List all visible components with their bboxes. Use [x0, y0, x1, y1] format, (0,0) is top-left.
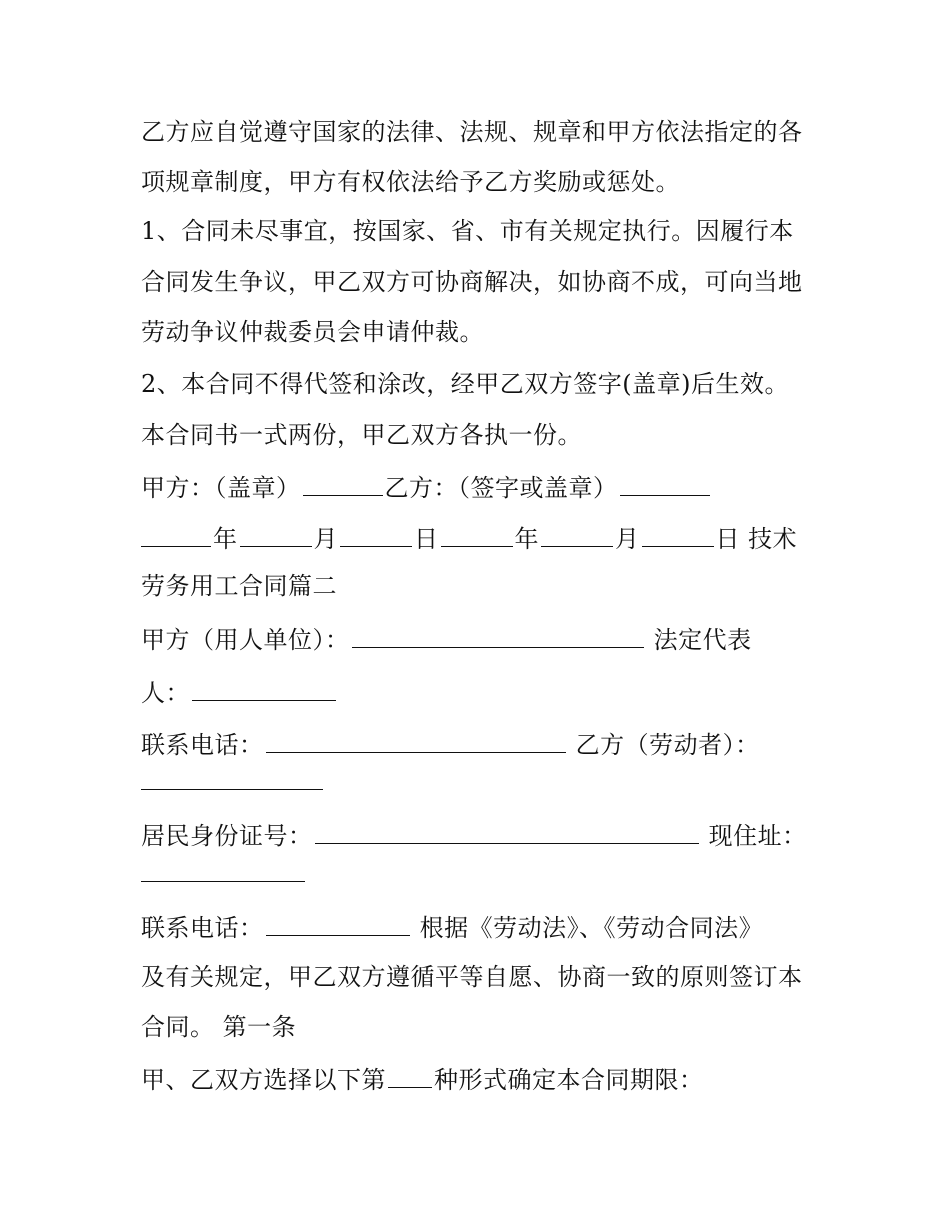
legal-rep-line — [141, 676, 338, 708]
year-blank — [141, 522, 211, 547]
address-label: 现住址： — [708, 822, 807, 850]
month-blank — [240, 522, 312, 547]
year-blank — [441, 522, 513, 547]
text-line: 项规章制度，甲方有权依法给予乙方奖励或惩处。 — [141, 168, 680, 196]
address-blank — [141, 857, 305, 882]
month-label: 月 — [313, 525, 338, 553]
term-after: 种形式确定本合同期限： — [434, 1066, 704, 1094]
id-line — [141, 819, 807, 851]
legal-rep-label-end: 人： — [141, 679, 190, 707]
month-blank — [541, 522, 613, 547]
term-blank — [388, 1063, 432, 1088]
day-blank — [340, 522, 412, 547]
employer-line — [141, 623, 752, 655]
employer-blank — [352, 623, 644, 648]
signature-line — [141, 471, 712, 503]
day-blank — [642, 522, 714, 547]
date-line-tail: 技术 — [748, 525, 798, 553]
law-reference: 根据《劳动法》、《劳动合同法》 — [419, 914, 764, 942]
party-b-sign-label: 乙方：（签字或盖章） — [384, 474, 618, 502]
party-b-sign-blank — [620, 471, 710, 496]
month-label: 月 — [615, 525, 640, 553]
text-line: 本合同书一式两份，甲乙双方各执一份。 — [141, 421, 582, 449]
section-title: 劳务用工合同篇二 — [141, 572, 337, 600]
term-line — [141, 1063, 704, 1095]
text-line: 及有关规定，甲乙双方遵循平等自愿、协商一致的原则签订本 — [141, 963, 803, 991]
text-line: 劳动争议仲裁委员会申请仲裁。 — [141, 318, 484, 346]
phone-line-2 — [141, 911, 763, 943]
legal-rep-label: 法定代表 — [653, 626, 752, 654]
employer-label: 甲方（用人单位）： — [141, 626, 350, 654]
text-line: 乙方应自觉遵守国家的法律、法规、规章和甲方依法指定的各 — [141, 118, 803, 146]
term-before: 甲、乙双方选择以下第 — [141, 1066, 386, 1094]
year-label: 年 — [213, 525, 238, 553]
phone-label: 联系电话： — [141, 731, 264, 759]
id-label: 居民身份证号： — [141, 822, 313, 850]
worker-blank-line — [139, 765, 325, 797]
worker-blank — [141, 765, 323, 790]
id-blank — [315, 819, 699, 844]
party-a-seal-blank — [303, 471, 383, 496]
year-label: 年 — [514, 525, 539, 553]
text-line: 1、合同未尽事宜，按国家、省、市有关规定执行。因履行本 — [141, 217, 794, 245]
text-line: 2、本合同不得代签和涂改，经甲乙双方签字(盖章)后生效。 — [141, 370, 789, 398]
phone-label-2: 联系电话： — [141, 914, 264, 942]
date-line — [139, 522, 797, 554]
phone-blank — [266, 728, 566, 753]
phone-line — [141, 728, 760, 760]
day-label: 日 — [715, 525, 740, 553]
party-a-seal-label: 甲方：（盖章） — [141, 474, 301, 502]
worker-label: 乙方（劳动者）： — [575, 731, 760, 759]
address-blank-line — [139, 857, 307, 889]
phone-blank-2 — [266, 911, 410, 936]
day-label: 日 — [414, 525, 439, 553]
text-line: 合同发生争议，甲乙双方可协商解决，如协商不成，可向当地 — [141, 268, 803, 296]
text-line: 合同。 第一条 — [141, 1013, 297, 1041]
legal-rep-blank — [192, 676, 336, 701]
